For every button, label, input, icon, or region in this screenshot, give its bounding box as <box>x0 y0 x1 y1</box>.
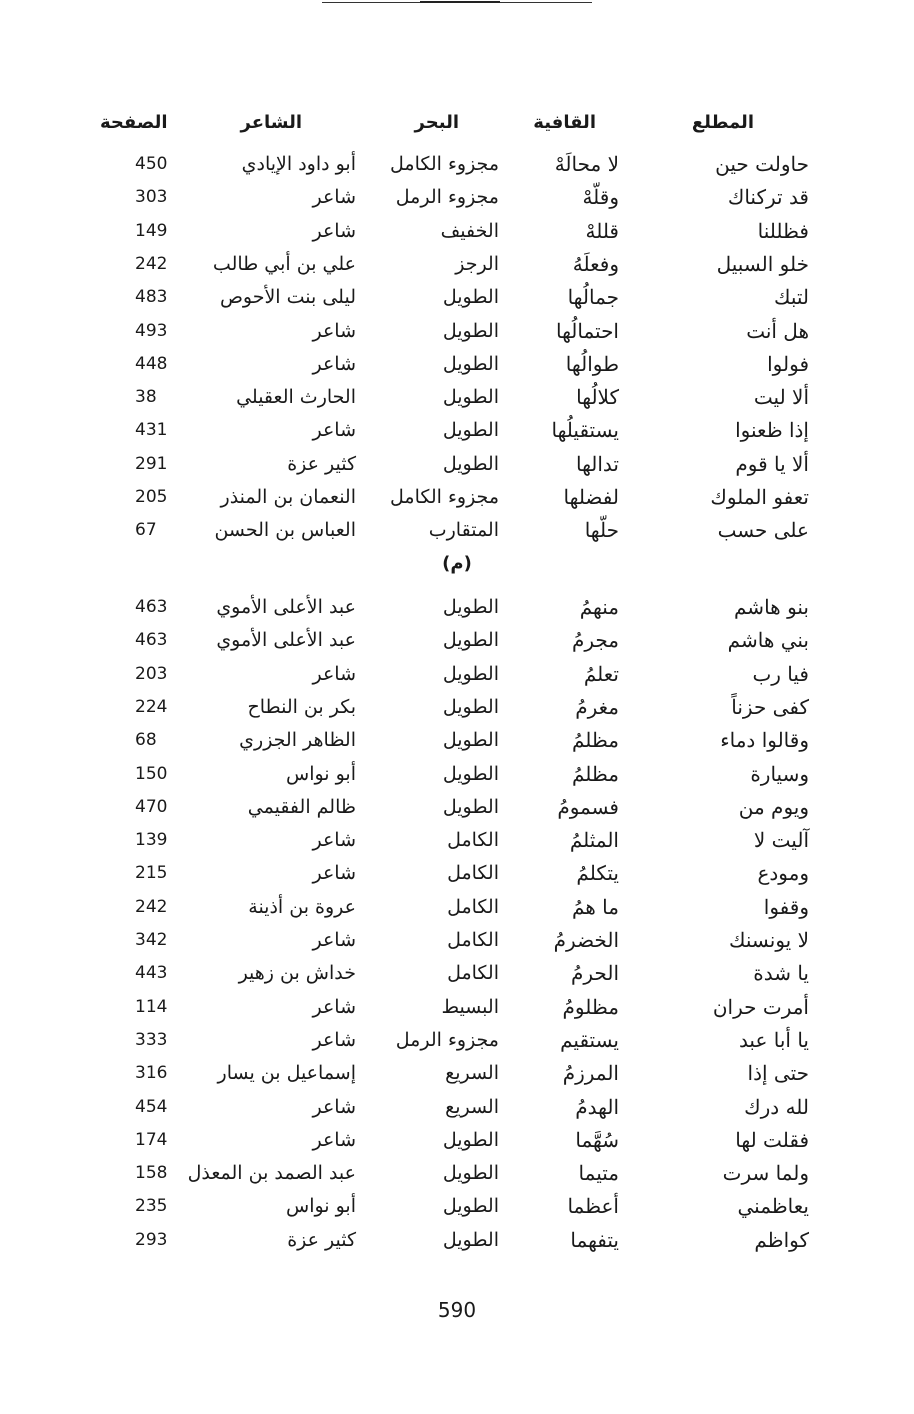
cell-shaer: شاعر <box>312 862 356 885</box>
cell-shaer: شاعر <box>312 186 356 209</box>
cell-shaer: أبو نواس <box>286 762 356 785</box>
cell-qafiya: مغرمُ <box>575 694 619 719</box>
table-row <box>0 690 914 724</box>
cell-shaer: الحارث العقيلي <box>236 386 356 409</box>
cell-shaer: عروة بن أذينة <box>248 895 356 918</box>
cell-page: 293 <box>135 1229 168 1250</box>
table-row <box>0 1156 914 1190</box>
cell-page: 454 <box>135 1096 168 1117</box>
cell-shaer: شاعر <box>312 662 356 685</box>
table-row <box>0 1090 914 1124</box>
cell-bahr: الطويل <box>442 662 499 685</box>
cell-matla: لتبك <box>773 285 809 310</box>
cell-matla: ألا يا قوم <box>735 451 809 476</box>
cell-matla: على حسب <box>717 518 809 543</box>
cell-shaer: عبد الصمد بن المعذل <box>187 1162 356 1185</box>
cell-qafiya: جمالُها <box>567 285 619 310</box>
cell-page: 303 <box>135 187 168 208</box>
cell-shaer: شاعر <box>312 419 356 442</box>
cell-page: 215 <box>135 863 168 884</box>
cell-matla: فظللنا <box>757 218 809 243</box>
cell-page: 174 <box>135 1129 168 1150</box>
cell-matla: هل أنت <box>746 318 809 343</box>
cell-matla: وقالوا دماء <box>720 728 809 753</box>
cell-matla: كواظم <box>754 1227 809 1252</box>
cell-page: 493 <box>135 320 168 341</box>
cell-matla: ويوم من <box>738 794 809 819</box>
cell-bahr: الطويل <box>442 1162 499 1185</box>
table-row <box>0 214 914 248</box>
table-row <box>0 923 914 957</box>
cell-shaer: عبد الأعلى الأموي <box>216 596 356 618</box>
cell-matla: لله درك <box>744 1094 809 1119</box>
table-row <box>0 1189 914 1223</box>
cell-qafiya: يستقيم <box>560 1027 619 1052</box>
cell-shaer: شاعر <box>312 829 356 852</box>
cell-page: 463 <box>135 597 168 617</box>
cell-bahr: الطويل <box>442 629 499 652</box>
cell-matla: وسيارة <box>750 761 809 786</box>
cell-qafiya: الحرمُ <box>571 961 619 986</box>
cell-qafiya: فسمومُ <box>557 794 619 819</box>
cell-matla: إذا ظعنوا <box>735 418 809 443</box>
table-row <box>0 657 914 691</box>
cell-qafiya: مظلومُ <box>562 994 619 1019</box>
cell-page: 114 <box>135 996 168 1017</box>
cell-qafiya: كلالُها <box>576 385 619 410</box>
cell-page: 448 <box>135 353 168 374</box>
table-row <box>0 513 914 547</box>
cell-shaer: العباس بن الحسن <box>214 519 356 542</box>
table-row <box>0 990 914 1024</box>
cell-qafiya: طوالُها <box>565 351 619 376</box>
cell-matla: بنو هاشم <box>734 595 809 619</box>
table-row <box>0 1056 914 1090</box>
cell-qafiya: لفضلها <box>563 485 619 509</box>
cell-bahr: الطويل <box>442 762 499 785</box>
cell-qafiya: يتفهما <box>570 1227 619 1252</box>
table-row <box>0 723 914 757</box>
header-matla: المطلع <box>691 112 754 133</box>
cell-shaer: شاعر <box>312 929 356 951</box>
cell-bahr: مجزوء الرمل <box>395 186 499 209</box>
cell-qafiya: تدالها <box>575 451 619 476</box>
cell-matla: حتى إذا <box>747 1061 809 1086</box>
cell-bahr: مجزوء الكامل <box>390 153 499 175</box>
table-row <box>0 623 914 657</box>
cell-qafiya: مجرمُ <box>571 628 619 653</box>
cell-shaer: شاعر <box>312 319 356 342</box>
cell-shaer: بكر بن النطاح <box>247 695 356 718</box>
cell-page: 342 <box>135 930 168 950</box>
table-row <box>0 757 914 791</box>
cell-page: 68 <box>135 730 157 751</box>
cell-page: 158 <box>135 1163 168 1184</box>
cell-bahr: مجزوء الرمل <box>395 1028 499 1051</box>
cell-matla: ألا ليت <box>753 385 809 410</box>
cell-shaer: كثير عزة <box>287 1228 356 1251</box>
cell-matla: أمرت حران <box>712 994 809 1019</box>
cell-bahr: مجزوء الكامل <box>390 486 499 508</box>
cell-bahr: الطويل <box>442 1195 499 1218</box>
cell-shaer: شاعر <box>312 995 356 1018</box>
table-row <box>0 347 914 381</box>
table-row <box>0 480 914 514</box>
table-row <box>0 856 914 890</box>
cell-qafiya: منهمُ <box>579 595 619 619</box>
cell-page: 224 <box>135 696 168 717</box>
cell-shaer: ظالم الفقيمي <box>247 795 356 818</box>
cell-matla: خلو السبيل <box>716 251 809 276</box>
cell-bahr: الرجز <box>455 252 499 275</box>
cell-qafiya: متيما <box>578 1161 619 1186</box>
cell-qafiya: قللهْ <box>585 218 619 243</box>
table-row <box>0 890 914 924</box>
cell-matla: لا يونسنك <box>729 928 809 952</box>
cell-bahr: الطويل <box>442 596 499 618</box>
cell-page: 431 <box>135 420 168 441</box>
cell-page: 205 <box>135 487 168 507</box>
cell-qafiya: يتكلمُ <box>576 861 619 886</box>
cell-page: 470 <box>135 796 168 817</box>
cell-bahr: المتقارب <box>428 519 499 542</box>
table-row <box>0 314 914 348</box>
cell-qafiya: أعظما <box>567 1194 619 1219</box>
section-mark: (م) <box>442 553 472 574</box>
cell-qafiya: احتمالُها <box>555 318 619 343</box>
cell-bahr: الطويل <box>442 386 499 409</box>
cell-qafiya: مظلمُ <box>571 761 619 786</box>
cell-qafiya: لا محالَهْ <box>554 152 619 176</box>
cell-matla: آليت لا <box>753 828 809 853</box>
table-row <box>0 447 914 481</box>
table-row <box>0 823 914 857</box>
cell-page: 316 <box>135 1063 168 1084</box>
cell-matla: وقفوا <box>763 894 809 919</box>
cell-bahr: السريع <box>445 1062 499 1085</box>
cell-bahr: الكامل <box>447 962 499 985</box>
top-rule-accent <box>420 1 500 3</box>
cell-qafiya: المثلمُ <box>569 828 619 853</box>
cell-shaer: شاعر <box>312 1128 356 1151</box>
cell-shaer: شاعر <box>312 219 356 242</box>
cell-qafiya: وفعلَهُ <box>572 251 619 276</box>
header-qafiya: القافية <box>533 112 596 133</box>
cell-matla: قد تركناك <box>727 185 809 210</box>
cell-page: 242 <box>135 896 168 917</box>
cell-bahr: الطويل <box>442 319 499 342</box>
cell-page: 203 <box>135 663 168 684</box>
cell-qafiya: الخضرمُ <box>553 928 619 952</box>
cell-bahr: البسيط <box>441 995 499 1018</box>
table-row <box>0 180 914 214</box>
cell-matla: يا شدة <box>753 961 809 986</box>
cell-bahr: الطويل <box>442 1228 499 1251</box>
cell-shaer: شاعر <box>312 1095 356 1118</box>
cell-shaer: عبد الأعلى الأموي <box>216 629 356 652</box>
cell-page: 291 <box>135 453 168 474</box>
cell-qafiya: يستقيلُها <box>551 418 619 443</box>
table-row <box>0 280 914 314</box>
header-bahr: البحر <box>414 112 459 133</box>
page-number: 590 <box>437 1298 477 1322</box>
cell-bahr: الكامل <box>447 829 499 852</box>
cell-page: 139 <box>135 830 168 851</box>
cell-shaer: كثير عزة <box>287 452 356 475</box>
table-row <box>0 247 914 281</box>
cell-matla: ولما سرت <box>722 1161 809 1186</box>
cell-matla: يا أبا عبد <box>738 1027 809 1052</box>
cell-matla: تعفو الملوك <box>710 485 809 509</box>
table-row <box>0 413 914 447</box>
cell-shaer: شاعر <box>312 352 356 375</box>
cell-qafiya: سُهَّما <box>575 1127 619 1152</box>
cell-shaer: النعمان بن المنذر <box>220 486 356 508</box>
cell-page: 38 <box>135 387 157 408</box>
cell-matla: فقلت لها <box>735 1127 809 1152</box>
cell-shaer: أبو داود الإيادي <box>241 153 356 175</box>
cell-page: 463 <box>135 630 168 651</box>
cell-bahr: الخفيف <box>440 219 499 242</box>
table-row <box>0 380 914 414</box>
table-row <box>0 790 914 824</box>
cell-matla: بني هاشم <box>727 628 809 653</box>
cell-page: 149 <box>135 220 168 241</box>
table-row <box>0 1123 914 1157</box>
cell-qafiya: حلّها <box>584 518 619 543</box>
table-row <box>0 1223 914 1257</box>
cell-shaer: الظاهر الجزري <box>239 729 356 752</box>
cell-page: 443 <box>135 963 168 984</box>
cell-bahr: الطويل <box>442 352 499 375</box>
cell-bahr: السريع <box>445 1095 499 1118</box>
cell-shaer: شاعر <box>312 1028 356 1051</box>
cell-page: 450 <box>135 154 168 174</box>
table-row <box>0 1023 914 1057</box>
cell-bahr: الكامل <box>447 929 499 951</box>
cell-page: 67 <box>135 520 157 541</box>
cell-bahr: الطويل <box>442 695 499 718</box>
cell-shaer: علي بن أبي طالب <box>212 252 356 275</box>
cell-page: 333 <box>135 1029 168 1050</box>
cell-qafiya: ما همُ <box>571 894 619 919</box>
cell-bahr: الطويل <box>442 795 499 818</box>
table-row <box>0 147 914 181</box>
cell-qafiya: المرزمُ <box>562 1061 619 1086</box>
cell-bahr: الطويل <box>442 286 499 309</box>
cell-bahr: الطويل <box>442 729 499 752</box>
cell-qafiya: الهدمُ <box>575 1094 619 1119</box>
cell-bahr: الكامل <box>447 895 499 918</box>
cell-shaer: إسماعيل بن يسار <box>217 1062 356 1085</box>
table-row <box>0 956 914 990</box>
cell-qafiya: مظلمُ <box>571 728 619 753</box>
table-row <box>0 590 914 624</box>
cell-matla: كفى حزناً <box>731 694 809 719</box>
cell-matla: حاولت حين <box>715 152 809 176</box>
cell-page: 150 <box>135 763 168 784</box>
cell-bahr: الطويل <box>442 1128 499 1151</box>
cell-bahr: الطويل <box>442 419 499 442</box>
table-header <box>0 106 914 140</box>
header-page: الصفحة <box>100 112 168 133</box>
header-shaer: الشاعر <box>240 112 302 133</box>
cell-page: 235 <box>135 1196 168 1217</box>
cell-matla: يعاظمني <box>737 1194 809 1219</box>
cell-qafiya: وقلّهْ <box>582 185 619 210</box>
cell-bahr: الكامل <box>447 862 499 885</box>
cell-qafiya: تعلمُ <box>583 661 619 686</box>
cell-shaer: ليلى بنت الأحوص <box>219 286 356 309</box>
cell-matla: ومودع <box>757 861 809 886</box>
cell-shaer: أبو نواس <box>286 1195 356 1218</box>
cell-matla: فولوا <box>767 351 809 376</box>
cell-page: 483 <box>135 287 168 308</box>
cell-shaer: خداش بن زهير <box>238 962 356 985</box>
cell-page: 242 <box>135 253 168 274</box>
cell-matla: فيا رب <box>752 661 809 686</box>
cell-bahr: الطويل <box>442 452 499 475</box>
